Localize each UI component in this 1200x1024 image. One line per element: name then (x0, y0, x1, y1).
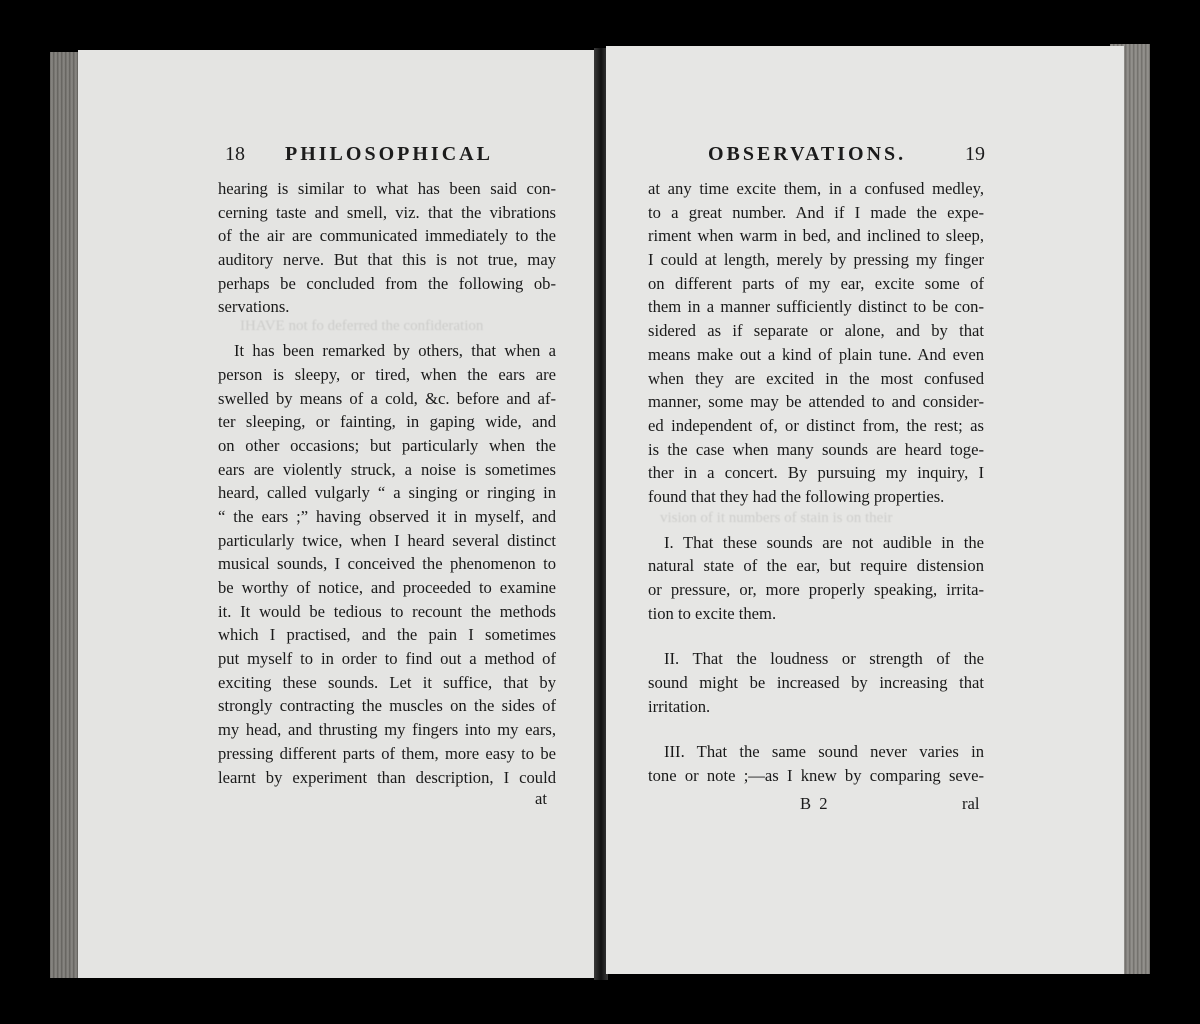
text-line: manner, some may be attended to and consider- (648, 392, 984, 412)
left-catchword: at (535, 789, 547, 808)
text-line: exciting these sounds. Let it suffice, that by (218, 672, 556, 692)
right-page-text (648, 177, 984, 788)
left-page-number: 18 (225, 143, 245, 165)
text-line: person is sleepy, or tired, when the ears are (218, 364, 556, 384)
text-line: them in a manner sufficiently distinct to be con- (648, 297, 984, 317)
book-edge-left (50, 52, 80, 978)
text-line: irritation. (648, 696, 711, 716)
text-line: on different parts of my ear, excite some of (648, 273, 984, 293)
right-running-head: OBSERVATIONS. (708, 143, 907, 165)
text-line: found that they had the following properties. (648, 486, 945, 506)
text-line: “ the ears ;” having observed it in myself, and (218, 506, 556, 526)
text-line: be worthy of notice, and proceeded to examine (218, 578, 556, 597)
text-line: is the case when many sounds are heard toge- (648, 439, 984, 459)
text-line: ther in a concert. By pursuing my inquiry, I (648, 463, 984, 483)
text-line: tion to excite them. (648, 603, 777, 623)
text-line: it. It would be tedious to recount the methods (218, 601, 556, 621)
right-catchword: ral (962, 794, 980, 813)
text-line: at any time excite them, in a confused medley, (648, 179, 984, 198)
text-line: cerning taste and smell, viz. that the vibrations (218, 202, 556, 222)
text-line: learnt by experiment than description, I could (218, 767, 556, 787)
text-line: means make out a kind of plain tune. And even (648, 344, 984, 364)
text-line: put myself to in order to find out a method of (218, 649, 556, 669)
signature-mark: B 2 (800, 794, 830, 813)
text-line: to a great number. And if I made the expe- (648, 202, 984, 222)
text-line: when they are excited in the most confused (648, 368, 984, 388)
left-running-head: PHILOSOPHICAL (285, 143, 493, 165)
text-line: servations. (218, 297, 290, 317)
text-line: It has been remarked by others, that when a (234, 341, 556, 361)
text-line: strongly contracting the muscles on the sides of (218, 696, 556, 716)
text-line: or pressure, or, more properly speaking, irrita- (648, 580, 984, 599)
text-line: swelled by means of a cold, &c. before and af- (218, 388, 556, 408)
right-page-number: 19 (965, 143, 985, 165)
text-line: sidered as if separate or alone, and by that (648, 321, 984, 341)
text-line: particularly twice, when I heard several distinct (218, 530, 556, 550)
text-line: II. That the loudness or strength of the (664, 649, 984, 669)
text-line: my head, and thrusting my fingers into my ears, (218, 720, 556, 740)
text-line: ter sleeping, or fainting, in gaping wide, and (218, 412, 556, 432)
show-through-text: vision of it numbers of stain is on their (660, 510, 893, 526)
text-line: ears are violently struck, a noise is sometimes (218, 459, 556, 479)
text-line: natural state of the ear, but require distension (648, 556, 984, 576)
left-page-text (218, 177, 556, 789)
text-line: of the air are communicated immediately to the (218, 226, 556, 246)
text-line: perhaps be concluded from the following ob- (218, 273, 556, 293)
show-through-text: IHAVE not fo deferred the confideration (240, 318, 484, 334)
text-line: III. That the same sound never varies in (664, 742, 984, 762)
text-line: tone or note ;—as I knew by comparing seve- (648, 766, 984, 786)
text-line: hearing is similar to what has been said con- (218, 179, 556, 198)
text-line: pressing different parts of them, more easy to be (218, 743, 556, 763)
text-line: I could at length, merely by pressing my finger (648, 250, 984, 270)
text-line: I. That these sounds are not audible in the (664, 532, 984, 552)
text-line: which I practised, and the pain I sometimes (218, 625, 556, 645)
text-line: riment when warm in bed, and inclined to sleep, (648, 226, 984, 246)
text-line: ed independent of, or distinct from, the rest; as (648, 415, 984, 435)
text-line: heard, called vulgarly “ a singing or ringing in (218, 483, 556, 503)
text-line: on other occasions; but particularly when the (218, 435, 556, 455)
text-line: auditory nerve. But that this is not true, may (218, 250, 556, 270)
text-line: musical sounds, I conceived the phenomenon to (218, 554, 556, 574)
text-line: sound might be increased by increasing that (648, 673, 984, 693)
